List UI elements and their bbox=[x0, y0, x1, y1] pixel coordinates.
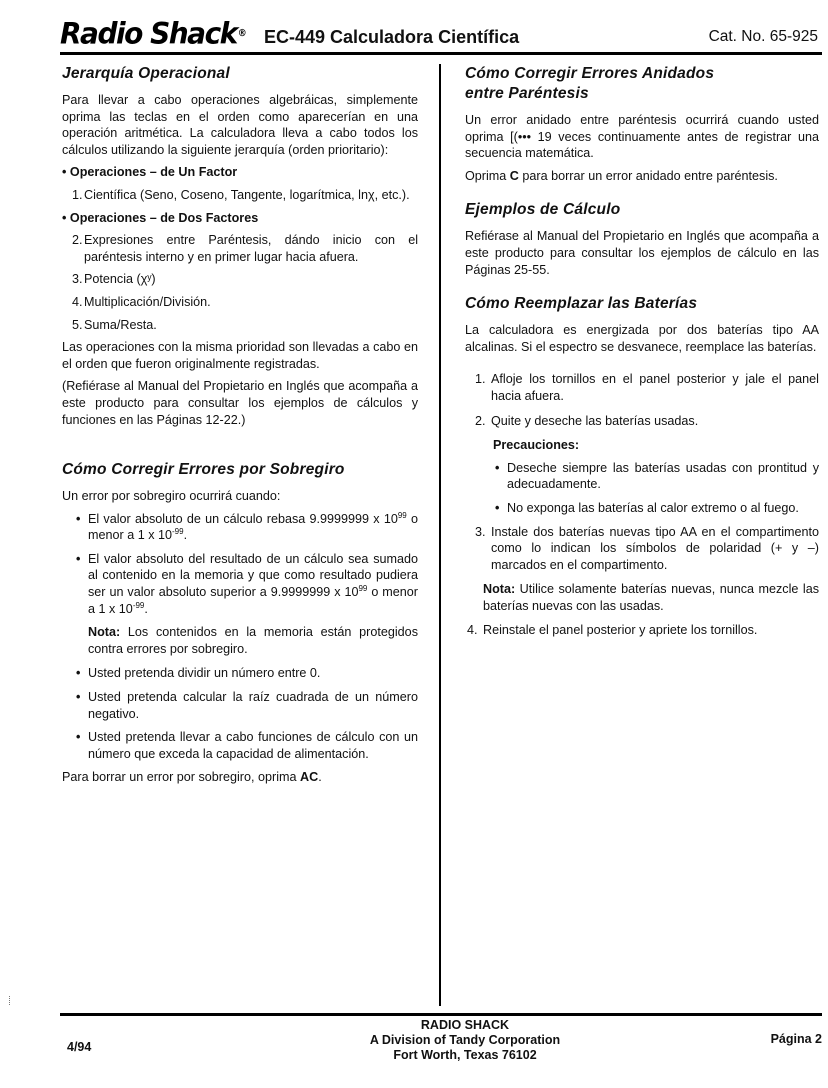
radio-shack-logo bbox=[60, 17, 245, 51]
exponent: 99 bbox=[358, 583, 368, 593]
exponent: -99 bbox=[132, 600, 145, 610]
title-line: Cómo Corregir Errores Anidados bbox=[465, 65, 715, 82]
list-item bbox=[465, 371, 819, 404]
manual-reference: (Refiérase al Manual del Propietario en Inglés que acompaña a este producto para consultar los ejemplos de cálculos y funciones en las Páginas 12-22.) bbox=[62, 379, 418, 427]
page-header bbox=[60, 18, 822, 50]
overflow-clear-instruction bbox=[62, 769, 418, 786]
text-part: o menor a 1 x 10 bbox=[88, 585, 419, 616]
list-item bbox=[62, 232, 418, 265]
section-title-nested-errors bbox=[465, 64, 819, 104]
item-text: Expresiones entre Paréntesis, dándo inicio con el paréntesis interno y en primer lugar hacia afuera. bbox=[84, 233, 418, 264]
company-address bbox=[300, 1018, 630, 1063]
text-part: Oprima bbox=[465, 168, 510, 183]
item-text: Potencia (χʸ) bbox=[84, 272, 156, 287]
list-item bbox=[62, 271, 418, 288]
two-factor-heading: • Operaciones – de Dos Factores bbox=[62, 210, 418, 227]
text-part: El valor absoluto de un cálculo rebasa 9.9999999 x 10 bbox=[88, 511, 398, 526]
list-item: • Usted pretenda dividir un número entre 0. bbox=[62, 665, 418, 682]
page-number: Página 2 bbox=[770, 1032, 822, 1046]
text-part: . bbox=[144, 601, 148, 616]
item-number: 2. bbox=[475, 413, 486, 428]
item-number: 4. bbox=[72, 294, 83, 309]
section-title-examples: Ejemplos de Cálculo bbox=[465, 201, 621, 219]
list-item: • No exponga las baterías al calor extremo o al fuego. bbox=[465, 500, 819, 517]
list-item: • Usted pretenda llevar a cabo funciones de cálculo con un número que exceda la capacidad de alimentación. bbox=[62, 729, 418, 762]
list-item bbox=[62, 317, 418, 334]
list-item: • Deseche siempre las baterías usadas con prontitud y adecuadamente. bbox=[465, 460, 819, 493]
note-label: Nota: bbox=[483, 582, 516, 597]
precautions-heading: Precauciones: bbox=[493, 438, 580, 453]
list-item bbox=[465, 622, 819, 639]
print-date: 4/94 bbox=[67, 1040, 92, 1054]
catalog-number: Cat. No. 65-925 bbox=[708, 28, 818, 45]
text-part: . bbox=[183, 528, 188, 543]
text-part: Para borrar un error por sobregiro, oprima bbox=[62, 770, 300, 785]
list-item bbox=[62, 511, 418, 544]
text-part: o menor a 1 x 10 bbox=[88, 511, 418, 543]
hierarchy-intro: Para llevar a cabo operaciones algebráicas, simplemente oprima las teclas en el orden como aparecerían en una operación aritmética. La calculadora lleva a cabo todos los cálculos utilizando la siguiente jerarquía (orden prioritario): bbox=[62, 93, 418, 157]
item-text: Suma/Resta. bbox=[84, 317, 157, 332]
title-line: entre Paréntesis bbox=[465, 85, 589, 102]
nested-error-clear bbox=[465, 168, 819, 185]
text-part: El valor absoluto del resultado de un cálculo sea sumado al contenido en la memoria y que como resultado pudiera ser un valor absoluto superior a 9.9999999 x 10 bbox=[88, 551, 418, 600]
section-title-overflow: Cómo Corregir Errores por Sobregiro bbox=[62, 461, 345, 479]
item-text: Instale dos baterías nuevas tipo AA en el compartimento como lo indican los símbolos de polaridad (+ y –) marcados en el compartimento. bbox=[491, 524, 819, 572]
item-number: 3. bbox=[72, 272, 83, 287]
item-text: Afloje los tornillos en el panel posterior y jale el panel hacia afuera. bbox=[491, 372, 819, 403]
battery-note bbox=[465, 581, 819, 614]
memory-note bbox=[62, 624, 418, 657]
item-text: Quite y deseche las baterías usadas. bbox=[491, 413, 699, 428]
brand-wordmark: Radio Shack bbox=[60, 16, 237, 51]
exponent: 99 bbox=[397, 510, 407, 520]
item-number: 1. bbox=[475, 372, 486, 387]
text-part: . bbox=[318, 770, 322, 785]
key-label-c: C bbox=[509, 168, 519, 183]
item-number: 4. bbox=[467, 623, 478, 638]
key-label-ac: AC bbox=[299, 770, 319, 785]
registered-mark-icon: ® bbox=[237, 28, 246, 40]
list-item bbox=[465, 413, 819, 430]
footer-rule bbox=[60, 1013, 822, 1016]
note-text: Utilice solamente baterías nuevas, nunca mezcle las baterías nuevas con las usadas. bbox=[483, 582, 819, 613]
item-number: 1. bbox=[72, 187, 83, 202]
exponent: -99 bbox=[172, 527, 184, 537]
overflow-intro: Un error por sobregiro ocurrirá cuando: bbox=[62, 489, 281, 504]
list-item bbox=[62, 294, 418, 311]
examples-text: Refiérase al Manual del Propietario en Inglés que acompaña a este producto para consultar los ejemplos de cálculo en las Páginas 25-55. bbox=[465, 229, 819, 277]
company-name: RADIO SHACK bbox=[420, 1018, 510, 1032]
item-number: 3. bbox=[475, 524, 486, 539]
right-column bbox=[465, 64, 819, 647]
nested-error-text: Un error anidado entre paréntesis ocurrirá cuando usted oprima [(••• 19 veces continuamente antes de registrar una secuencia matemática. bbox=[465, 113, 819, 161]
column-divider bbox=[439, 64, 441, 1006]
section-title-hierarchy: Jerarquía Operacional bbox=[62, 65, 230, 82]
item-number: 2. bbox=[72, 233, 83, 248]
company-division: A Division of Tandy Corporation bbox=[369, 1033, 561, 1047]
company-city: Fort Worth, Texas 76102 bbox=[393, 1048, 537, 1062]
header-rule bbox=[60, 52, 822, 55]
note-text: Los contenidos en la memoria están protegidos contra errores por sobregiro. bbox=[88, 625, 418, 656]
note-label: Nota: bbox=[88, 625, 121, 640]
item-text: Científica (Seno, Coseno, Tangente, logarítmica, lnχ, etc.). bbox=[84, 187, 410, 202]
batteries-intro: La calculadora es energizada por dos baterías tipo AA alcalinas. Si el espectro se desvanece, reemplace las baterías. bbox=[465, 323, 819, 354]
section-title-batteries: Cómo Reemplazar las Baterías bbox=[465, 295, 698, 313]
one-factor-heading: • Operaciones – de Un Factor bbox=[62, 164, 418, 181]
item-text: Multiplicación/División. bbox=[84, 294, 211, 309]
scan-speck bbox=[9, 996, 12, 1005]
text-part: para borrar un error anidado entre paréntesis. bbox=[518, 168, 778, 183]
list-item bbox=[465, 524, 819, 574]
priority-note: Las operaciones con la misma prioridad son llevadas a cabo en el orden que fueron originalmente registradas. bbox=[62, 340, 418, 371]
item-text: Reinstale el panel posterior y apriete los tornillos. bbox=[483, 623, 758, 638]
item-number: 5. bbox=[72, 317, 83, 332]
list-item: • Usted pretenda calcular la raíz cuadrada de un número negativo. bbox=[62, 689, 418, 722]
list-item bbox=[62, 187, 418, 204]
list-item bbox=[62, 551, 418, 617]
document-title: EC-449 Calculadora Científica bbox=[264, 27, 520, 47]
left-column bbox=[62, 64, 418, 792]
